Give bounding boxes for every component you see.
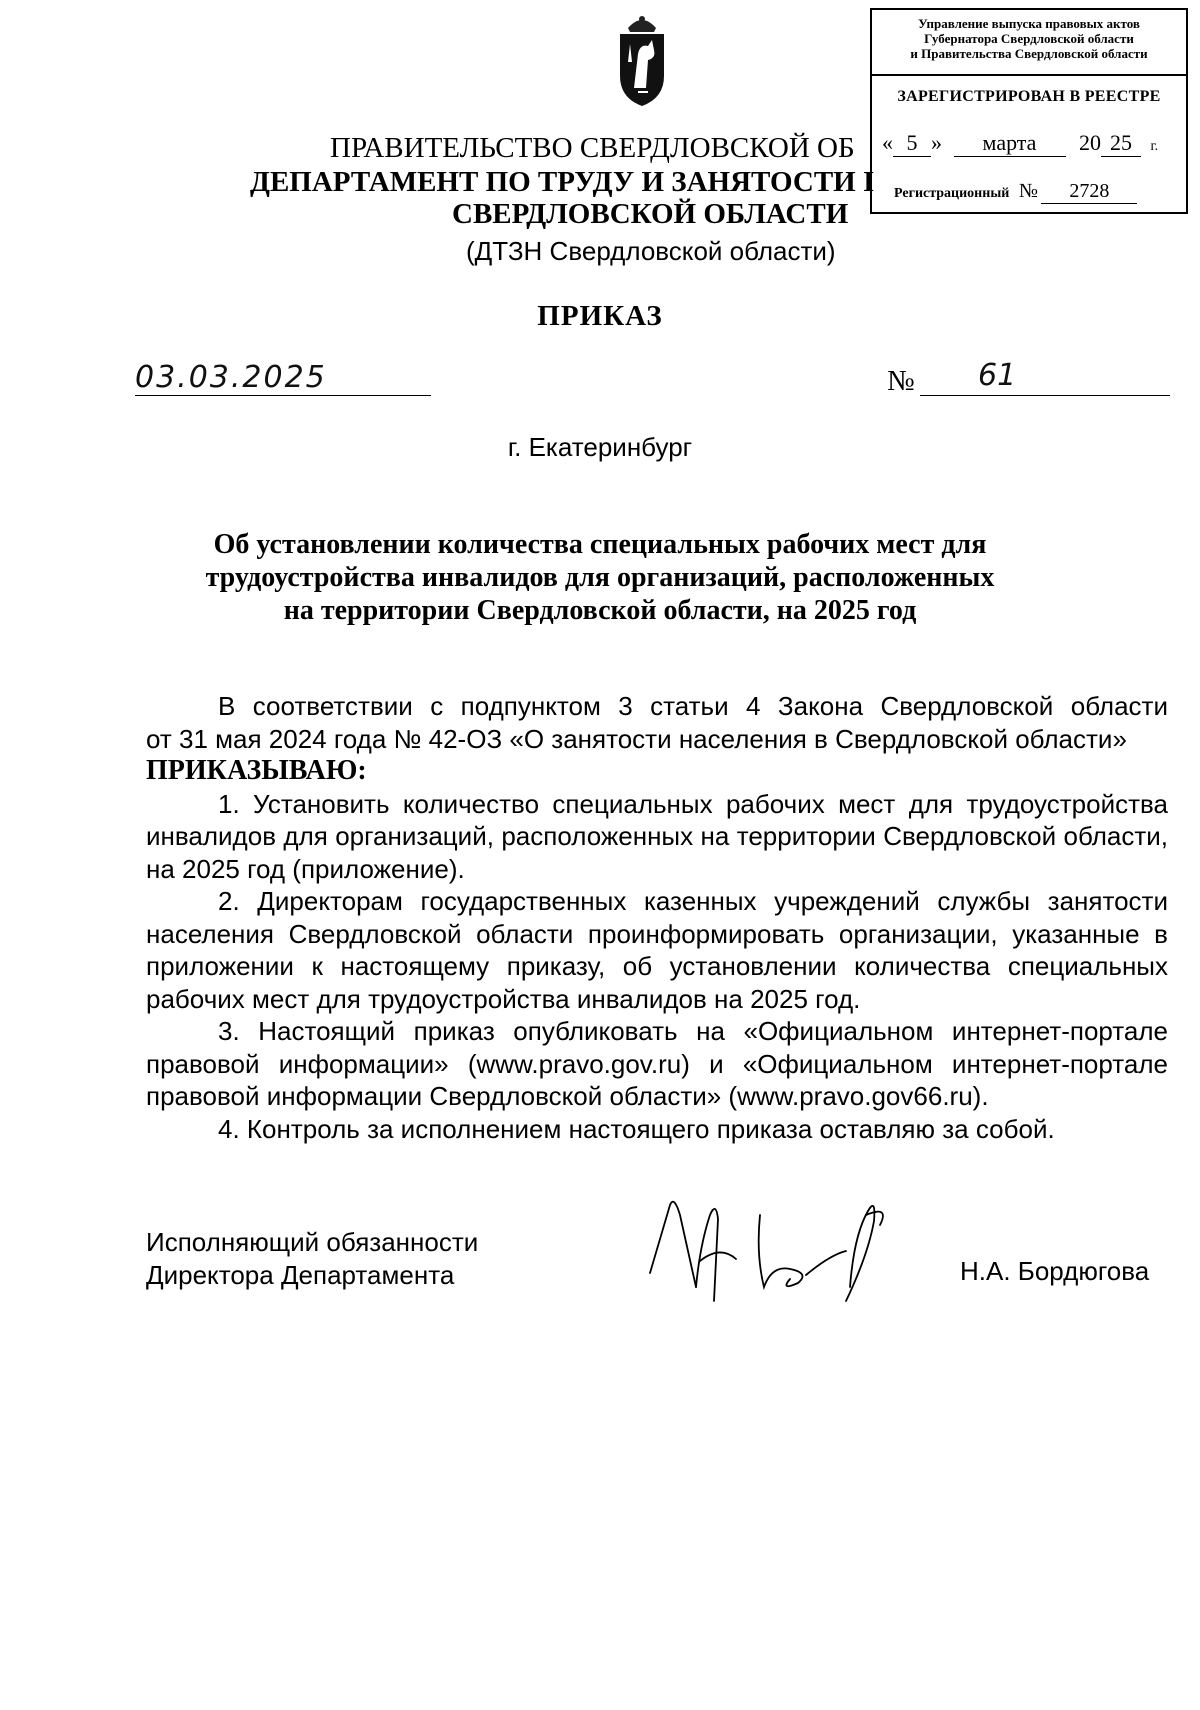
order-item-2: 2. Директорам государственных казенных учреждений службы занятости населения Свердловской области проинформировать организации, указанные в приложении к настоящему приказу, об установлении количества специальных рабочих мест для трудоустройства инвалидов на 2025 год.	[146, 886, 1168, 1014]
stamp-office	[872, 16, 1186, 61]
stamp-year-unit: г.	[1150, 139, 1159, 154]
document-body	[146, 690, 1168, 1145]
stamp-year-prefix: 20	[1079, 130, 1101, 155]
department-name-line2: СВЕРДЛОВСКОЙ ОБЛАСТИ	[452, 198, 849, 230]
title-line: трудоустройства инвалидов для организаций, расположенных	[205, 562, 995, 593]
number-underline	[920, 395, 1170, 396]
document-type: ПРИКАЗ	[537, 300, 663, 332]
title-line: на территории Свердловской области, на 2025 год	[283, 595, 917, 626]
order-item-4: 4. Контроль за исполнением настоящего приказа оставляю за собой.	[218, 1113, 1055, 1144]
stamp-registration-date	[882, 130, 1180, 157]
document-number: 61	[978, 358, 1017, 393]
stamp-day: 5	[893, 130, 931, 157]
signatory-position-line: Директора Департамента	[146, 1259, 455, 1290]
document-city: г. Екатеринбург	[507, 432, 693, 462]
signatory-position-line: Исполняющий обязанности	[146, 1227, 479, 1257]
department-name-line1: ДЕПАРТАМЕНТ ПО ТРУДУ И ЗАНЯТОСТИ I	[250, 166, 875, 198]
preamble-line: от 31 мая 2024 года № 42-ОЗ «О занятости населения в Свердловской области»	[146, 723, 1127, 754]
stamp-reg-label: Регистрационный	[894, 186, 1010, 201]
stamp-close-quote: »	[931, 130, 942, 155]
stamp-month: марта	[954, 130, 1066, 157]
date-underline	[135, 395, 431, 396]
stamp-open-quote: «	[882, 130, 893, 155]
order-item-1: 1. Установить количество специальных рабочих мест для трудоустройства инвалидов для организаций, расположенных на территории Свердловской области, на 2025 год (приложение).	[146, 788, 1168, 884]
stamp-divider	[872, 74, 1186, 76]
department-abbreviation: (ДТЗН Свердловской области)	[466, 236, 836, 266]
coat-of-arms-emblem	[614, 10, 670, 108]
stamp-office-line: Управление выпуска правовых актов	[918, 16, 1140, 31]
registration-stamp	[870, 8, 1188, 214]
document-date: 03.03.2025	[135, 360, 327, 395]
signatory-name: Н.А. Бордюгова	[960, 1256, 1150, 1286]
title-line: Об установлении количества специальных рабочих мест для	[213, 529, 987, 560]
document-title	[150, 528, 1050, 627]
stamp-registration-number	[894, 180, 1180, 204]
stamp-office-line: и Правительства Свердловской области	[910, 46, 1148, 61]
order-item-3: 3. Настоящий приказ опубликовать на «Официальном интернет-портале правовой информации» (www.pravo.gov.ru) и «Официальном интернет-портале правовой информации Свердловской области» (www.pravo.gov66.ru).	[146, 1016, 1168, 1111]
number-sign: №	[887, 365, 915, 397]
stamp-reg-number: 2728	[1041, 180, 1137, 204]
order-word: ПРИКАЗЫВАЮ:	[146, 755, 367, 786]
government-name: ПРАВИТЕЛЬСТВО СВЕРДЛОВСКОЙ ОБ	[330, 132, 855, 164]
stamp-reg-sign: №	[1018, 180, 1038, 202]
stamp-year-suffix: 25	[1101, 130, 1141, 157]
stamp-registered-title: ЗАРЕГИСТРИРОВАН В РЕЕСТРЕ	[897, 88, 1161, 105]
stamp-office-line: Губернатора Свердловской области	[924, 31, 1134, 46]
handwritten-signature	[640, 1175, 940, 1315]
signatory-position	[146, 1226, 478, 1291]
preamble-line: В соответствии с подпунктом 3 статьи 4 Закона Свердловской области	[218, 691, 1168, 721]
